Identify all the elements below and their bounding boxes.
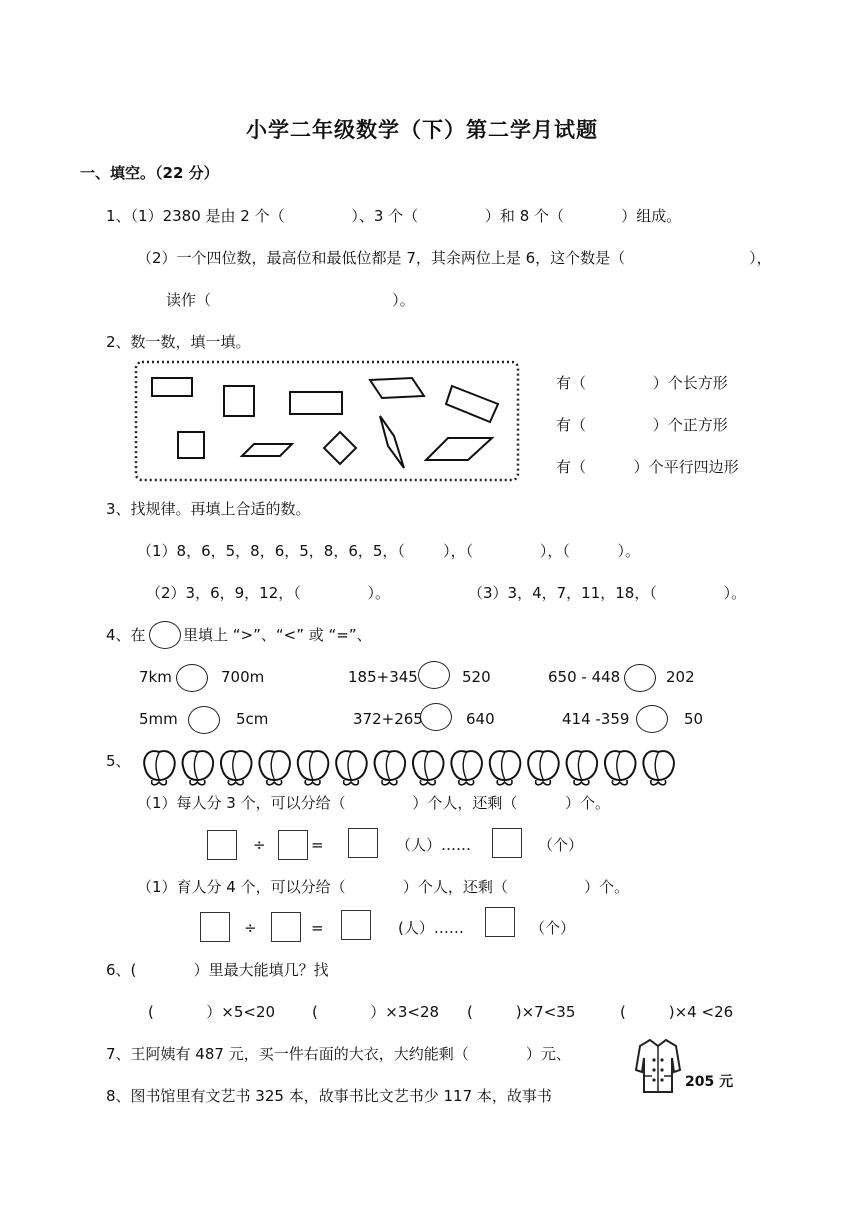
compare-right: 202 — [666, 668, 695, 686]
compare-right: 700m — [221, 668, 265, 686]
inequality-item: ( )×4 <26 — [620, 1003, 734, 1021]
question-7: 7、王阿姨有 487 元，买一件右面的大衣，大约能剩（ ）元、 — [106, 1045, 571, 1063]
compare-right: 640 — [466, 710, 495, 728]
answer-box[interactable] — [348, 828, 378, 858]
compare-circle[interactable] — [624, 664, 656, 692]
inequality-item: ( )×7<35 — [467, 1003, 576, 1021]
persons-unit: (人）…… — [398, 919, 464, 937]
answer-box[interactable] — [271, 912, 301, 942]
answer-box[interactable] — [278, 830, 308, 860]
peach-icon — [451, 751, 481, 785]
inequality-item: ( ）×3<28 — [312, 1003, 440, 1021]
question-3-part-3: （3）3，4，7，11，18，（ ）。 — [468, 584, 747, 602]
section-heading: 一、填空。（22 分） — [80, 164, 219, 182]
question-8: 8、图书馆里有文艺书 325 本，故事书比文艺书少 117 本，故事书 — [106, 1087, 552, 1105]
question-4-label-pre: 4、在 — [106, 626, 146, 644]
divide-sign: ÷ — [253, 836, 266, 854]
compare-circle[interactable] — [176, 664, 208, 692]
answer-squares: 有（ ）个正方形 — [556, 416, 728, 434]
equals-sign: = — [311, 919, 324, 937]
peach-icon — [605, 751, 635, 785]
question-1-part-2-read: 读作（ ）。 — [166, 291, 415, 309]
question-3-part-2: （2）3，6，9，12，（ ）。 — [146, 584, 391, 602]
compare-right: 50 — [684, 710, 704, 728]
peach-icon — [567, 751, 597, 785]
peach-icon — [643, 751, 673, 785]
inequality-item: ( ）×5<20 — [148, 1003, 276, 1021]
peach-icon — [336, 751, 366, 785]
shapes-figure — [134, 360, 520, 482]
question-3-part-1: （1）8，6，5，8，6，5，8，6，5，（ ），（ ），（ ）。 — [137, 542, 641, 560]
peach-icon — [413, 751, 443, 785]
answer-box[interactable] — [485, 907, 515, 937]
coat-price: 205 元 — [685, 1074, 734, 1090]
question-1-part-2: （2）一个四位数，最高位和最低位都是 7，其余两位上是 6，这个数是（ ）， — [137, 249, 772, 267]
compare-left: 372+265 — [353, 710, 423, 728]
compare-circle[interactable] — [420, 703, 452, 731]
question-5-part-1: （1）每人分 3 个，可以分给（ ）个人，还剩（ ）个。 — [137, 794, 611, 812]
page-title: 小学二年级数学（下）第二学月试题 — [246, 118, 598, 142]
answer-box[interactable] — [492, 828, 522, 858]
persons-unit: （人）…… — [396, 836, 472, 854]
peach-icon — [221, 751, 251, 785]
compare-left: 5mm — [139, 710, 178, 728]
question-5-label: 5、 — [106, 752, 131, 770]
answer-box[interactable] — [341, 910, 371, 940]
compare-circle[interactable] — [188, 706, 220, 734]
compare-left: 185+345 — [348, 668, 418, 686]
question-6-label: 6、( ）里最大能填几？找 — [106, 961, 329, 979]
peach-icon — [298, 751, 328, 785]
peach-icon — [183, 751, 213, 785]
compare-left: 650 - 448 — [548, 668, 621, 686]
question-1-part-1: 1、（1）2380 是由 2 个（ ）、3 个（ ）和 8 个（ ）组成。 — [106, 207, 682, 225]
compare-circle[interactable] — [636, 705, 668, 733]
answer-box[interactable] — [200, 912, 230, 942]
equals-sign: = — [311, 836, 324, 854]
question-2-label: 2、数一数，填一填。 — [106, 333, 251, 351]
compare-left: 7km — [139, 668, 172, 686]
compare-left: 414 -359 — [562, 710, 630, 728]
items-unit: （个） — [538, 836, 584, 854]
compare-right: 5cm — [236, 710, 269, 728]
divide-sign: ÷ — [244, 919, 257, 937]
peach-icon — [144, 751, 174, 785]
answer-parallelograms: 有（ ）个平行四边形 — [556, 458, 739, 476]
compare-circle-example — [149, 621, 181, 649]
compare-circle[interactable] — [418, 661, 450, 689]
peach-icon — [375, 751, 405, 785]
question-5-part-2: （1）育人分 4 个，可以分给（ ）个人，还剩（ ）个。 — [137, 878, 630, 896]
compare-right: 520 — [462, 668, 491, 686]
peach-icon — [259, 751, 289, 785]
question-3-label: 3、找规律。再填上合适的数。 — [106, 500, 311, 518]
peaches-figure — [140, 744, 680, 786]
answer-rectangles: 有（ ）个长方形 — [556, 374, 728, 392]
coat-icon — [634, 1036, 682, 1094]
items-unit: （个） — [530, 919, 576, 937]
answer-box[interactable] — [207, 830, 237, 860]
peach-icon — [528, 751, 558, 785]
question-4-label-post: 里填上 “>”、“<” 或 “=”、 — [183, 626, 372, 644]
peach-icon — [490, 751, 520, 785]
